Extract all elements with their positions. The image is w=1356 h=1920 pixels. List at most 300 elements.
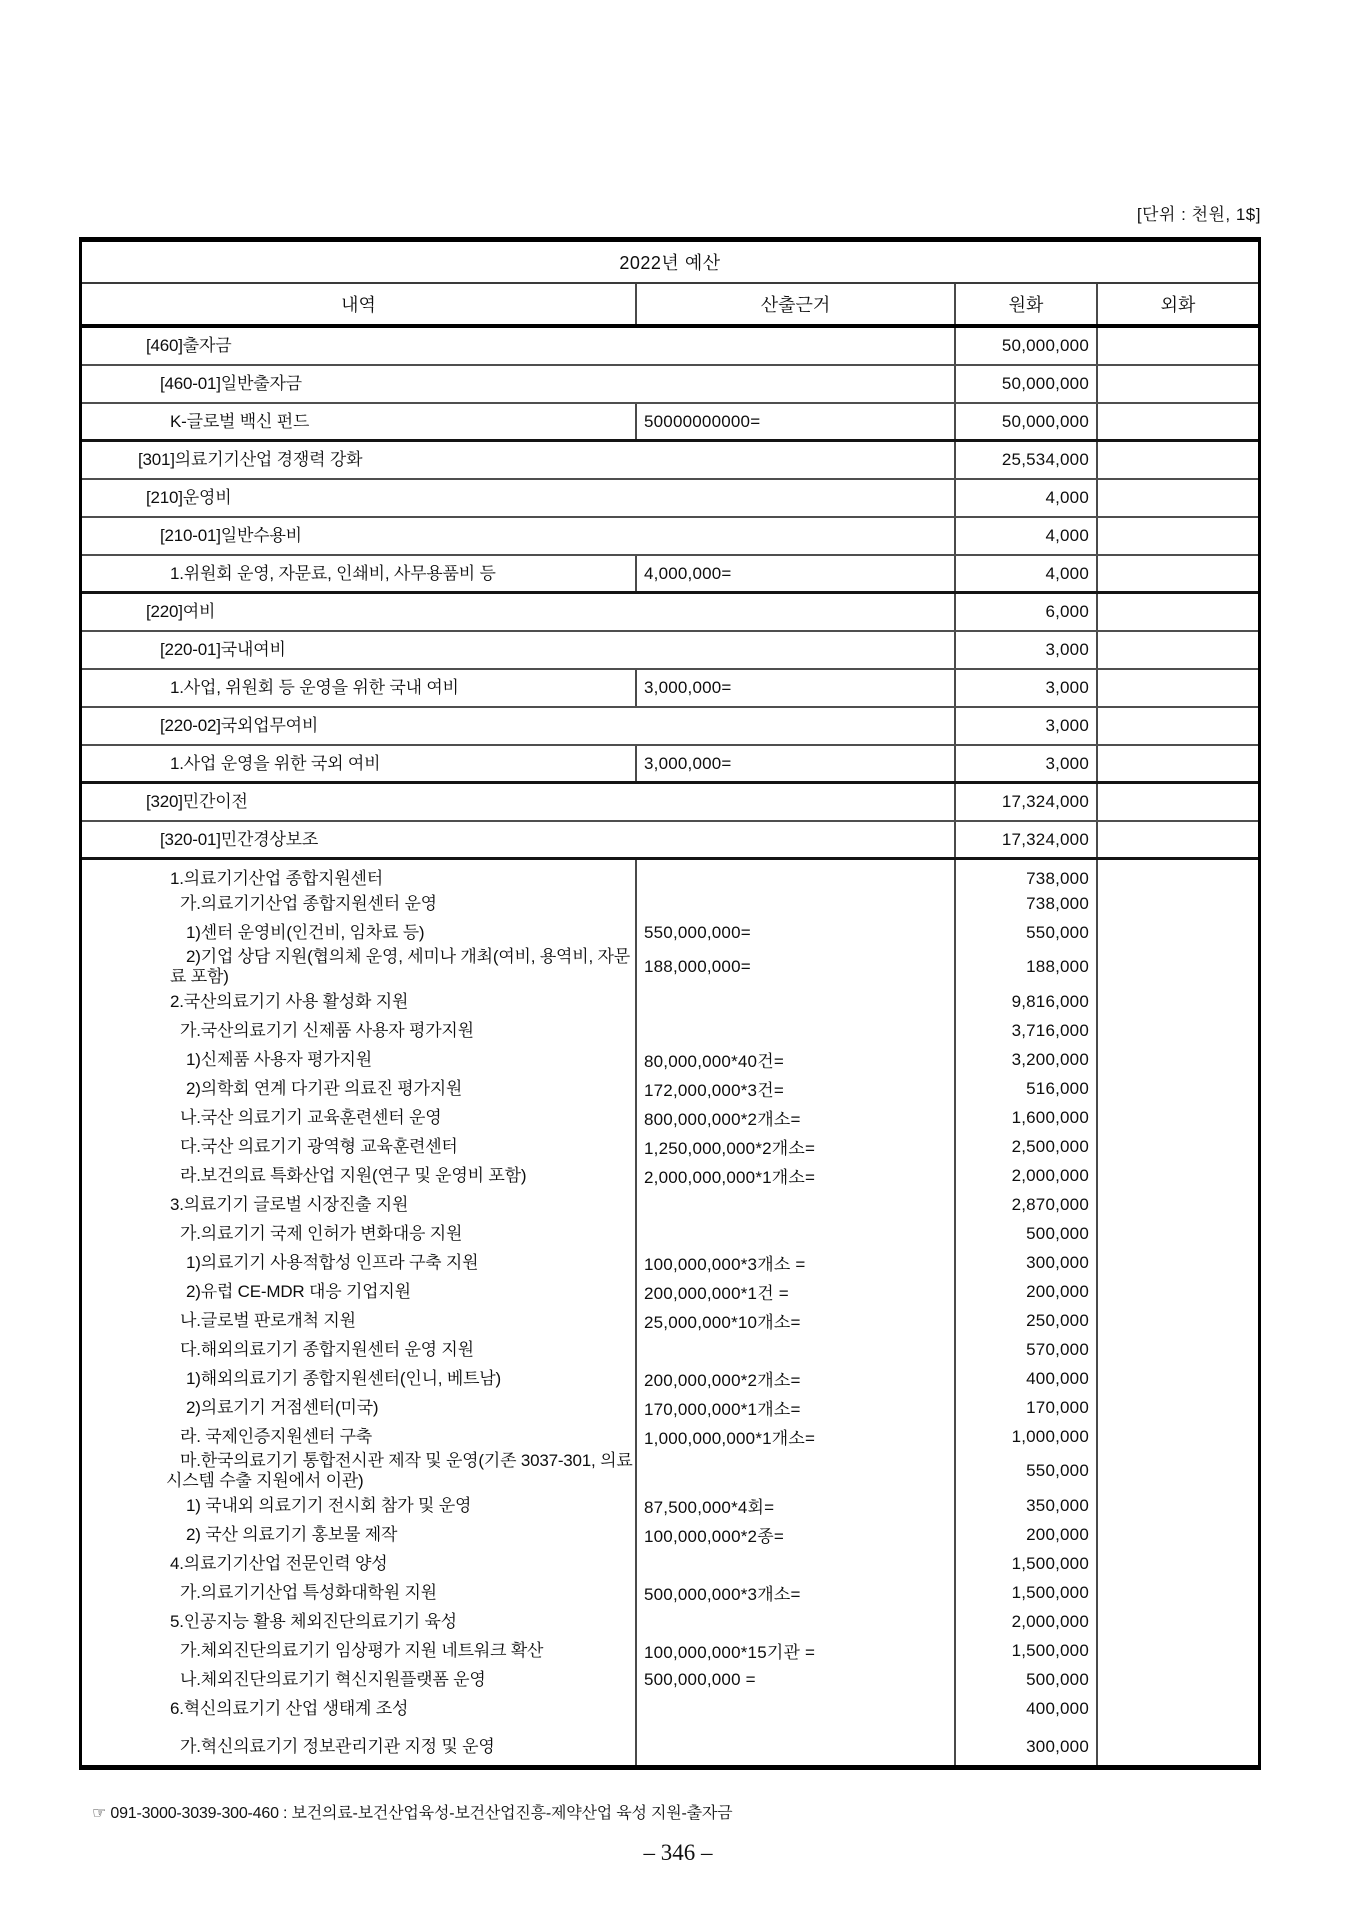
name-cell <box>82 518 954 554</box>
name-cell <box>82 1248 635 1277</box>
amount-value: 200,000,000*1건 = <box>644 1284 789 1303</box>
item-label: 1.사업 운영을 위한 국외 여비 <box>170 753 381 773</box>
krw-cell <box>954 889 1096 918</box>
name-cell <box>82 947 635 987</box>
krw-cell <box>954 1161 1096 1190</box>
item-label: 2.국산의료기기 사용 활성화 지원 <box>170 991 409 1011</box>
table-title: 2022년 예산 <box>82 242 1258 284</box>
krw-cell <box>954 708 1096 744</box>
amount-value: 570,000 <box>1026 1339 1089 1359</box>
amount-value: 87,500,000*4회= <box>644 1498 775 1517</box>
krw-cell <box>954 1723 1096 1765</box>
basis-cell <box>635 1364 954 1393</box>
fx-cell <box>1096 366 1258 402</box>
amount-value: 100,000,000*15기관 = <box>644 1643 816 1662</box>
amount-value: 1,000,000 <box>1011 1426 1089 1446</box>
fx-cell <box>1096 1723 1258 1765</box>
amount-value: 500,000 <box>1026 1223 1089 1243</box>
krw-cell <box>954 1132 1096 1161</box>
basis-cell <box>635 1219 954 1248</box>
table-row <box>82 670 1258 708</box>
basis-cell <box>635 1451 954 1491</box>
amount-value: 4,000 <box>1045 526 1089 545</box>
table-row <box>82 594 1258 632</box>
amount-value: 3,200,000 <box>1011 1049 1089 1069</box>
item-label: 라. 국제인증지원센터 구축 <box>180 1426 373 1446</box>
name-cell <box>82 1335 635 1364</box>
name-cell <box>82 1103 635 1132</box>
amount-value: 100,000,000*2종= <box>644 1527 784 1546</box>
item-label: [220-01]국내여비 <box>160 640 286 659</box>
item-label: [301]의료기기산업 경쟁력 강화 <box>138 450 363 469</box>
amount-value: 800,000,000*2개소= <box>644 1110 801 1129</box>
detail-row <box>82 1393 1258 1422</box>
fx-cell <box>1096 1578 1258 1607</box>
name-cell <box>82 918 635 947</box>
fx-cell <box>1096 1248 1258 1277</box>
name-cell <box>82 1393 635 1422</box>
amount-value: 2,870,000 <box>1011 1194 1089 1214</box>
item-label: 2)의학회 연계 다기관 의료진 평가지원 <box>186 1078 463 1098</box>
krw-cell <box>954 594 1096 630</box>
name-cell <box>82 822 954 857</box>
item-label: 2)기업 상담 지원(협의체 운영, 세미나 개최(여비, 용역비, 자문료 포함) <box>170 947 630 986</box>
basis-cell <box>635 556 954 591</box>
amount-value: 3,716,000 <box>1011 1020 1089 1040</box>
fx-cell <box>1096 822 1258 857</box>
item-label: 1)의료기기 사용적합성 인프라 구축 지원 <box>186 1252 479 1272</box>
amount-value: 3,000 <box>1045 716 1089 735</box>
krw-cell <box>954 1491 1096 1520</box>
basis-cell <box>635 1393 954 1422</box>
krw-cell <box>954 1393 1096 1422</box>
name-cell <box>82 1306 635 1335</box>
basis-cell <box>635 1422 954 1451</box>
item-label: 가.의료기기 국제 인허가 변화대응 지원 <box>180 1223 463 1243</box>
fx-cell <box>1096 1016 1258 1045</box>
item-label: 가.국산의료기기 신제품 사용자 평가지원 <box>180 1020 474 1040</box>
fx-cell <box>1096 1694 1258 1723</box>
amount-value: 500,000,000*3개소= <box>644 1585 801 1604</box>
detail-row <box>82 1665 1258 1694</box>
fx-cell <box>1096 1393 1258 1422</box>
fx-cell <box>1096 632 1258 668</box>
name-cell <box>82 1422 635 1451</box>
item-label: [210]운영비 <box>146 488 232 507</box>
detail-row <box>82 1636 1258 1665</box>
amount-value: 1,000,000,000*1개소= <box>644 1429 816 1448</box>
item-label: 가.체외진단의료기기 임상평가 지원 네트워크 확산 <box>180 1640 544 1660</box>
basis-cell <box>635 404 954 439</box>
detail-row <box>82 1219 1258 1248</box>
name-cell <box>82 860 635 889</box>
name-cell <box>82 366 954 402</box>
amount-value: 1,250,000,000*2개소= <box>644 1139 816 1158</box>
krw-cell <box>954 1277 1096 1306</box>
name-cell <box>82 746 635 781</box>
item-label: [320-01]민간경상보조 <box>160 829 319 849</box>
krw-cell <box>954 1694 1096 1723</box>
item-label: 1.위원회 운영, 자문료, 인쇄비, 사무용품비 등 <box>170 563 496 583</box>
detail-row <box>82 1451 1258 1491</box>
basis-cell <box>635 1161 954 1190</box>
basis-cell <box>635 1578 954 1607</box>
amount-value: 200,000,000*2개소= <box>644 1371 801 1390</box>
amount-value: 100,000,000*3개소 = <box>644 1255 806 1274</box>
name-cell <box>82 1451 635 1491</box>
amount-value: 516,000 <box>1026 1078 1089 1098</box>
item-label: 다.해외의료기기 종합지원센터 운영 지원 <box>180 1339 474 1359</box>
amount-value: 3,000 <box>1045 753 1089 773</box>
krw-cell <box>954 480 1096 516</box>
column-header-krw: 원화 <box>954 284 1096 324</box>
item-label: 1)해외의료기기 종합지원센터(인니, 베트남) <box>186 1368 501 1388</box>
item-label: 다.국산 의료기기 광역형 교육훈련센터 <box>180 1136 458 1156</box>
amount-value: 188,000 <box>1026 957 1089 976</box>
amount-value: 3,000,000= <box>644 753 732 773</box>
amount-value: 250,000 <box>1026 1310 1089 1330</box>
name-cell <box>82 1665 635 1694</box>
name-cell <box>82 1549 635 1578</box>
table-header-row <box>82 284 1258 328</box>
table-row <box>82 746 1258 784</box>
krw-cell <box>954 328 1096 364</box>
amount-value: 172,000,000*3건= <box>644 1081 784 1100</box>
name-cell <box>82 1520 635 1549</box>
table-row <box>82 442 1258 480</box>
detail-row <box>82 1520 1258 1549</box>
fx-cell <box>1096 1549 1258 1578</box>
fx-cell <box>1096 1520 1258 1549</box>
name-cell <box>82 1045 635 1074</box>
table-row <box>82 556 1258 594</box>
table-row <box>82 404 1258 442</box>
item-label: [220]여비 <box>146 602 216 621</box>
detail-row <box>82 947 1258 987</box>
item-label: [460-01]일반출자금 <box>160 374 302 393</box>
name-cell <box>82 1491 635 1520</box>
krw-cell <box>954 1219 1096 1248</box>
basis-cell <box>635 1045 954 1074</box>
name-cell <box>82 1364 635 1393</box>
item-label: K-글로벌 백신 펀드 <box>170 411 310 431</box>
amount-value: 50,000,000 <box>1001 374 1089 393</box>
basis-cell <box>635 947 954 987</box>
name-cell <box>82 1074 635 1103</box>
fx-cell <box>1096 1103 1258 1132</box>
basis-cell <box>635 1132 954 1161</box>
krw-cell <box>954 366 1096 402</box>
fx-cell <box>1096 746 1258 781</box>
detail-row <box>82 1161 1258 1190</box>
fx-cell <box>1096 518 1258 554</box>
fx-cell <box>1096 947 1258 987</box>
krw-cell <box>954 670 1096 706</box>
item-label: [210-01]일반수용비 <box>160 526 302 545</box>
fx-cell <box>1096 442 1258 478</box>
basis-cell <box>635 918 954 947</box>
item-label: 4.의료기기산업 전문인력 양성 <box>170 1553 388 1573</box>
item-label: 1)신제품 사용자 평가지원 <box>186 1049 372 1069</box>
basis-cell <box>635 1016 954 1045</box>
amount-value: 9,816,000 <box>1011 991 1089 1011</box>
column-header-basis: 산출근거 <box>635 284 954 324</box>
fx-cell <box>1096 784 1258 820</box>
krw-cell <box>954 556 1096 591</box>
basis-cell <box>635 1549 954 1578</box>
item-label: 2)의료기기 거점센터(미국) <box>186 1397 379 1417</box>
item-label: 가.의료기기산업 특성화대학원 지원 <box>180 1582 437 1602</box>
krw-cell <box>954 1190 1096 1219</box>
item-label: 마.한국의료기기 통합전시관 제작 및 운영(기존 3037-301, 의료시스템 수출 지원에서 이관) <box>166 1451 633 1490</box>
column-header-fx: 외화 <box>1096 284 1258 324</box>
name-cell <box>82 480 954 516</box>
amount-value: 400,000 <box>1026 1368 1089 1388</box>
name-cell <box>82 1190 635 1219</box>
item-label: 6.혁신의료기기 산업 생태계 조성 <box>170 1698 409 1718</box>
table-row <box>82 518 1258 556</box>
basis-cell <box>635 987 954 1016</box>
page-number: – 346 – <box>643 1840 713 1865</box>
krw-cell <box>954 442 1096 478</box>
name-cell <box>82 1219 635 1248</box>
krw-cell <box>954 1578 1096 1607</box>
name-cell <box>82 670 635 706</box>
detail-row <box>82 860 1258 889</box>
basis-cell <box>635 670 954 706</box>
basis-cell <box>635 860 954 889</box>
amount-value: 3,000 <box>1045 678 1089 697</box>
krw-cell <box>954 632 1096 668</box>
fx-cell <box>1096 987 1258 1016</box>
detail-row <box>82 1248 1258 1277</box>
basis-cell <box>635 1520 954 1549</box>
footnote: ☞ 091-3000-3039-300-460 : 보건의료-보건산업육성-보건산업진흥-제약산업 육성 지원-출자금 <box>92 1805 733 1822</box>
amount-value: 3,000 <box>1045 640 1089 659</box>
fx-cell <box>1096 1219 1258 1248</box>
krw-cell <box>954 1103 1096 1132</box>
amount-value: 350,000 <box>1026 1495 1089 1515</box>
basis-cell <box>635 1074 954 1103</box>
amount-value: 1,500,000 <box>1011 1640 1089 1660</box>
krw-cell <box>954 918 1096 947</box>
detail-row <box>82 1190 1258 1219</box>
detail-row <box>82 1364 1258 1393</box>
item-label: 나.체외진단의료기기 혁신지원플랫폼 운영 <box>180 1669 486 1689</box>
name-cell <box>82 987 635 1016</box>
table-row <box>82 366 1258 404</box>
krw-cell <box>954 987 1096 1016</box>
item-label: 1.의료기기산업 종합지원센터 <box>170 869 383 888</box>
item-label: 가.혁신의료기기 정보관리기관 지정 및 운영 <box>180 1737 495 1756</box>
amount-value: 80,000,000*40건= <box>644 1052 784 1071</box>
detail-row <box>82 987 1258 1016</box>
name-cell <box>82 1636 635 1665</box>
name-cell <box>82 1607 635 1636</box>
fx-cell <box>1096 1491 1258 1520</box>
krw-cell <box>954 822 1096 857</box>
basis-cell <box>635 1665 954 1694</box>
amount-value: 550,000 <box>1026 922 1089 942</box>
basis-cell <box>635 746 954 781</box>
fx-cell <box>1096 1074 1258 1103</box>
column-header-name: 내역 <box>341 295 376 315</box>
item-label: [460]출자금 <box>146 336 232 355</box>
fx-cell <box>1096 889 1258 918</box>
amount-value: 17,324,000 <box>1001 829 1089 849</box>
amount-value: 2,000,000 <box>1011 1611 1089 1631</box>
amount-value: 170,000,000*1개소= <box>644 1400 801 1419</box>
krw-cell <box>954 1364 1096 1393</box>
detail-row <box>82 889 1258 918</box>
basis-cell <box>635 1190 954 1219</box>
fx-cell <box>1096 480 1258 516</box>
fx-cell <box>1096 1190 1258 1219</box>
detail-row <box>82 1422 1258 1451</box>
name-cell <box>82 708 954 744</box>
krw-cell <box>954 1335 1096 1364</box>
item-label: 1) 국내외 의료기기 전시회 참가 및 운영 <box>186 1495 472 1515</box>
amount-value: 50,000,000 <box>1001 411 1089 431</box>
amount-value: 25,534,000 <box>1001 450 1089 469</box>
amount-value: 3,000,000= <box>644 678 732 697</box>
budget-rows <box>82 328 1258 860</box>
krw-cell <box>954 1665 1096 1694</box>
detail-block <box>82 860 1258 1765</box>
fx-cell <box>1096 1364 1258 1393</box>
fx-cell <box>1096 1422 1258 1451</box>
basis-cell <box>635 1636 954 1665</box>
name-cell <box>82 632 954 668</box>
item-label: [320]민간이전 <box>146 792 248 811</box>
item-label: 나.국산 의료기기 교육훈련센터 운영 <box>180 1107 442 1127</box>
krw-cell <box>954 1248 1096 1277</box>
detail-row <box>82 1045 1258 1074</box>
krw-cell <box>954 1636 1096 1665</box>
item-label: 1.사업, 위원회 등 운영을 위한 국내 여비 <box>170 678 459 697</box>
amount-value: 200,000 <box>1026 1281 1089 1301</box>
krw-cell <box>954 947 1096 987</box>
detail-row <box>82 1074 1258 1103</box>
table-row <box>82 822 1258 860</box>
detail-row <box>82 1306 1258 1335</box>
krw-cell <box>954 1607 1096 1636</box>
fx-cell <box>1096 1636 1258 1665</box>
amount-value: 500,000 <box>1026 1669 1089 1689</box>
fx-cell <box>1096 1665 1258 1694</box>
amount-value: 300,000 <box>1026 1737 1089 1756</box>
fx-cell <box>1096 1451 1258 1491</box>
basis-cell <box>635 1277 954 1306</box>
amount-value: 738,000 <box>1026 869 1089 888</box>
table-row <box>82 708 1258 746</box>
krw-cell <box>954 1074 1096 1103</box>
krw-cell <box>954 404 1096 439</box>
basis-cell <box>635 1694 954 1723</box>
basis-cell <box>635 1607 954 1636</box>
name-cell <box>82 404 635 439</box>
amount-value: 550,000 <box>1026 1461 1089 1480</box>
name-cell <box>82 1016 635 1045</box>
fx-cell <box>1096 918 1258 947</box>
amount-value: 738,000 <box>1026 893 1089 913</box>
table-row <box>82 632 1258 670</box>
item-label: 2)유럽 CE-MDR 대응 기업지원 <box>186 1281 411 1301</box>
item-label: 3.의료기기 글로벌 시장진출 지원 <box>170 1194 409 1214</box>
name-cell <box>82 784 954 820</box>
name-cell <box>82 1694 635 1723</box>
name-cell <box>82 328 954 364</box>
krw-cell <box>954 1306 1096 1335</box>
amount-value: 4,000 <box>1045 563 1089 583</box>
detail-row <box>82 1132 1258 1161</box>
item-label: 5.인공지능 활용 체외진단의료기기 육성 <box>170 1611 457 1631</box>
krw-cell <box>954 860 1096 889</box>
item-label: [220-02]국외업무여비 <box>160 716 319 735</box>
amount-value: 1,600,000 <box>1011 1107 1089 1127</box>
detail-row <box>82 1578 1258 1607</box>
detail-row <box>82 1723 1258 1765</box>
amount-value: 300,000 <box>1026 1252 1089 1272</box>
name-cell <box>82 889 635 918</box>
fx-cell <box>1096 1277 1258 1306</box>
fx-cell <box>1096 708 1258 744</box>
item-label: 가.의료기기산업 종합지원센터 운영 <box>180 893 437 913</box>
amount-value: 2,500,000 <box>1011 1136 1089 1156</box>
amount-value: 170,000 <box>1026 1397 1089 1417</box>
detail-row <box>82 918 1258 947</box>
amount-value: 2,000,000 <box>1011 1165 1089 1185</box>
detail-row <box>82 1103 1258 1132</box>
basis-cell <box>635 889 954 918</box>
fx-cell <box>1096 1045 1258 1074</box>
krw-cell <box>954 1422 1096 1451</box>
item-label: 1)센터 운영비(인건비, 임차료 등) <box>186 922 425 942</box>
table-row <box>82 784 1258 822</box>
name-cell <box>82 1277 635 1306</box>
krw-cell <box>954 1451 1096 1491</box>
fx-cell <box>1096 328 1258 364</box>
name-cell <box>82 1578 635 1607</box>
detail-row <box>82 1491 1258 1520</box>
basis-cell <box>635 1335 954 1364</box>
basis-cell <box>635 1103 954 1132</box>
krw-cell <box>954 1016 1096 1045</box>
krw-cell <box>954 1045 1096 1074</box>
unit-label: [단위 : 천원, 1$] <box>1136 205 1261 224</box>
krw-cell <box>954 1549 1096 1578</box>
amount-value: 2,000,000,000*1개소= <box>644 1168 816 1187</box>
amount-value: 400,000 <box>1026 1698 1089 1718</box>
amount-value: 4,000,000= <box>644 563 732 583</box>
fx-cell <box>1096 1335 1258 1364</box>
name-cell <box>82 442 954 478</box>
detail-row <box>82 1016 1258 1045</box>
amount-value: 50000000000= <box>644 411 761 431</box>
fx-cell <box>1096 670 1258 706</box>
fx-cell <box>1096 404 1258 439</box>
name-cell <box>82 1161 635 1190</box>
fx-cell <box>1096 594 1258 630</box>
amount-value: 6,000 <box>1045 602 1089 621</box>
item-label: 2) 국산 의료기기 홍보물 제작 <box>186 1524 398 1544</box>
detail-row <box>82 1607 1258 1636</box>
item-label: 라.보건의료 특화산업 지원(연구 및 운영비 포함) <box>180 1165 527 1185</box>
amount-value: 550,000,000= <box>644 922 751 942</box>
amount-value: 188,000,000= <box>644 957 751 976</box>
detail-row <box>82 1694 1258 1723</box>
amount-value: 50,000,000 <box>1001 336 1089 355</box>
